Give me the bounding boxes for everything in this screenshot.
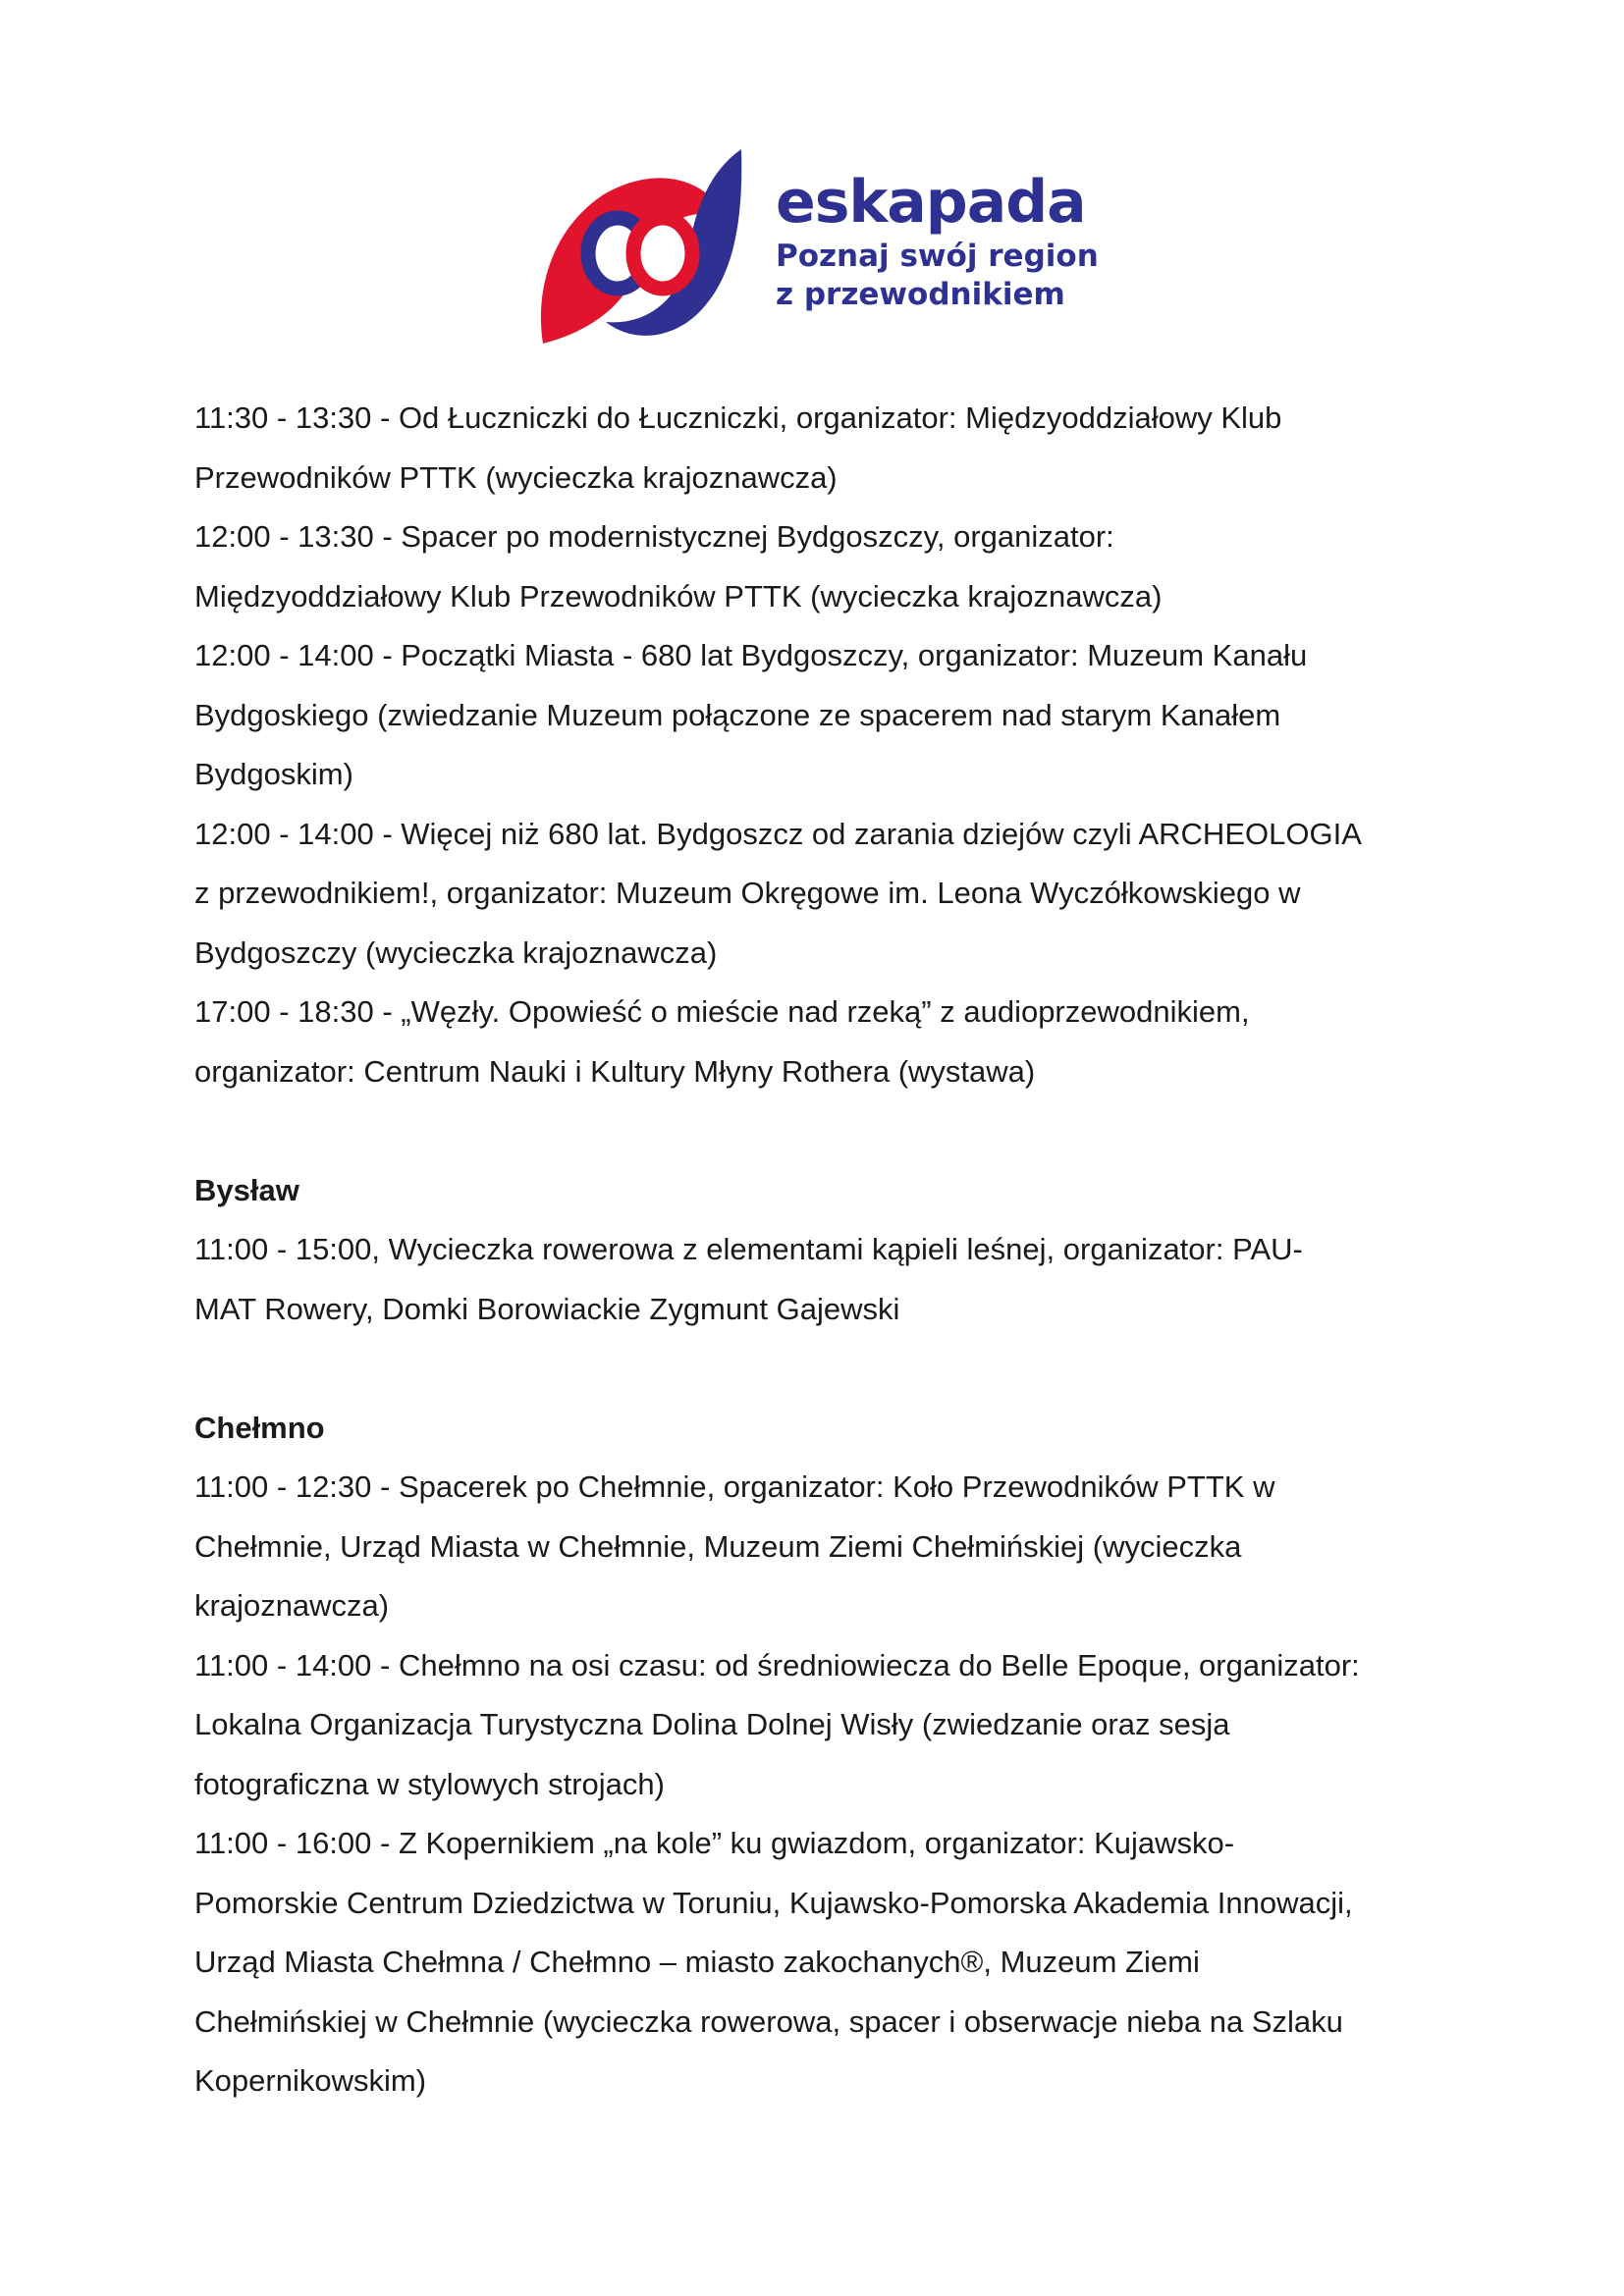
event-text-line: Bydgoskiego (zwiedzanie Muzeum połączone ze spacerem nad starym Kanałem	[194, 697, 1281, 732]
location-heading: Chełmno	[194, 1410, 325, 1445]
event-text-line: 11:00 - 14:00 - Chełmno na osi czasu: od średniowiecza do Belle Epoque, organizator:	[194, 1647, 1360, 1682]
logo-tagline-line-2: z przewodnikiem	[776, 277, 1065, 312]
event-text-line: Chełmińskiej w Chełmnie (wycieczka rowerowa, spacer i obserwacje nieba na Szlaku	[194, 2003, 1343, 2039]
eskapada-logo-mark-icon	[535, 147, 746, 348]
logo-brand-name: eskapada	[776, 168, 1086, 237]
event-text-line: Urząd Miasta Chełmna / Chełmno – miasto zakochanych®, Muzeum Ziemi	[194, 1945, 1200, 1979]
location-heading: Bysław	[194, 1172, 299, 1207]
section-spacer	[194, 1339, 1441, 1399]
event-text-line: Chełmnie, Urząd Miasta w Chełmnie, Muzeum Ziemi Chełmińskiej (wycieczka	[194, 1528, 1242, 1564]
event-text-line: organizator: Centrum Nauki i Kultury Młyny Rothera (wystawa)	[194, 1053, 1036, 1089]
event-text-line: z przewodnikiem!, organizator: Muzeum Okręgowe im. Leona Wyczółkowskiego w	[194, 876, 1301, 910]
event-text-line: fotograficzna w stylowych strojach)	[194, 1766, 665, 1801]
event-text-line: Przewodników PTTK (wycieczka krajoznawcza)	[194, 459, 838, 495]
event-text-line: MAT Rowery, Domki Borowiackie Zygmunt Gajewski	[194, 1291, 900, 1326]
event-text-line: 11:00 - 16:00 - Z Kopernikiem „na kole” ku gwiazdom, organizator: Kujawsko-	[194, 1826, 1235, 1860]
section-spacer	[194, 1101, 1441, 1161]
event-text-line: 12:00 - 13:30 - Spacer po modernistycznej Bydgoszczy, organizator:	[194, 519, 1114, 554]
event-text-line: Bydgoszczy (wycieczka krajoznawcza)	[194, 934, 718, 970]
event-text-line: 11:00 - 15:00, Wycieczka rowerowa z elementami kąpieli leśnej, organizator: PAU-	[194, 1232, 1303, 1266]
event-text-line: 17:00 - 18:30 - „Węzły. Opowieść o mieście nad rzeką” z audioprzewodnikiem,	[194, 994, 1250, 1029]
event-listing	[194, 389, 1441, 2111]
event-text-line: 12:00 - 14:00 - Początki Miasta - 680 lat Bydgoszczy, organizator: Muzeum Kanału	[194, 638, 1308, 672]
event-text-line: 11:30 - 13:30 - Od Łuczniczki do Łuczniczki, organizator: Międzyoddziałowy Klub	[194, 400, 1282, 435]
event-text-line: 11:00 - 12:30 - Spacerek po Chełmnie, organizator: Koło Przewodników PTTK w	[194, 1469, 1275, 1504]
event-text-line: 12:00 - 14:00 - Więcej niż 680 lat. Bydgoszcz od zarania dziejów czyli ARCHEOLOGIA	[194, 816, 1362, 851]
event-text-line: Lokalna Organizacja Turystyczna Dolina Dolnej Wisły (zwiedzanie oraz sesja	[194, 1707, 1230, 1741]
eskapada-logo-text	[776, 167, 1110, 314]
event-text-line: Pomorskie Centrum Dziedzictwa w Toruniu, Kujawsko-Pomorska Akademia Innowacji,	[194, 1885, 1353, 1920]
event-text-line: krajoznawcza)	[194, 1588, 390, 1623]
event-text-line: Bydgoskim)	[194, 757, 353, 791]
event-text-line: Międzyoddziałowy Klub Przewodników PTTK (wycieczka krajoznawcza)	[194, 578, 1163, 614]
eskapada-logo	[535, 147, 1105, 353]
logo-tagline-line-1: Poznaj swój region	[776, 239, 1099, 274]
event-text-line: Kopernikowskim)	[194, 2063, 427, 2098]
